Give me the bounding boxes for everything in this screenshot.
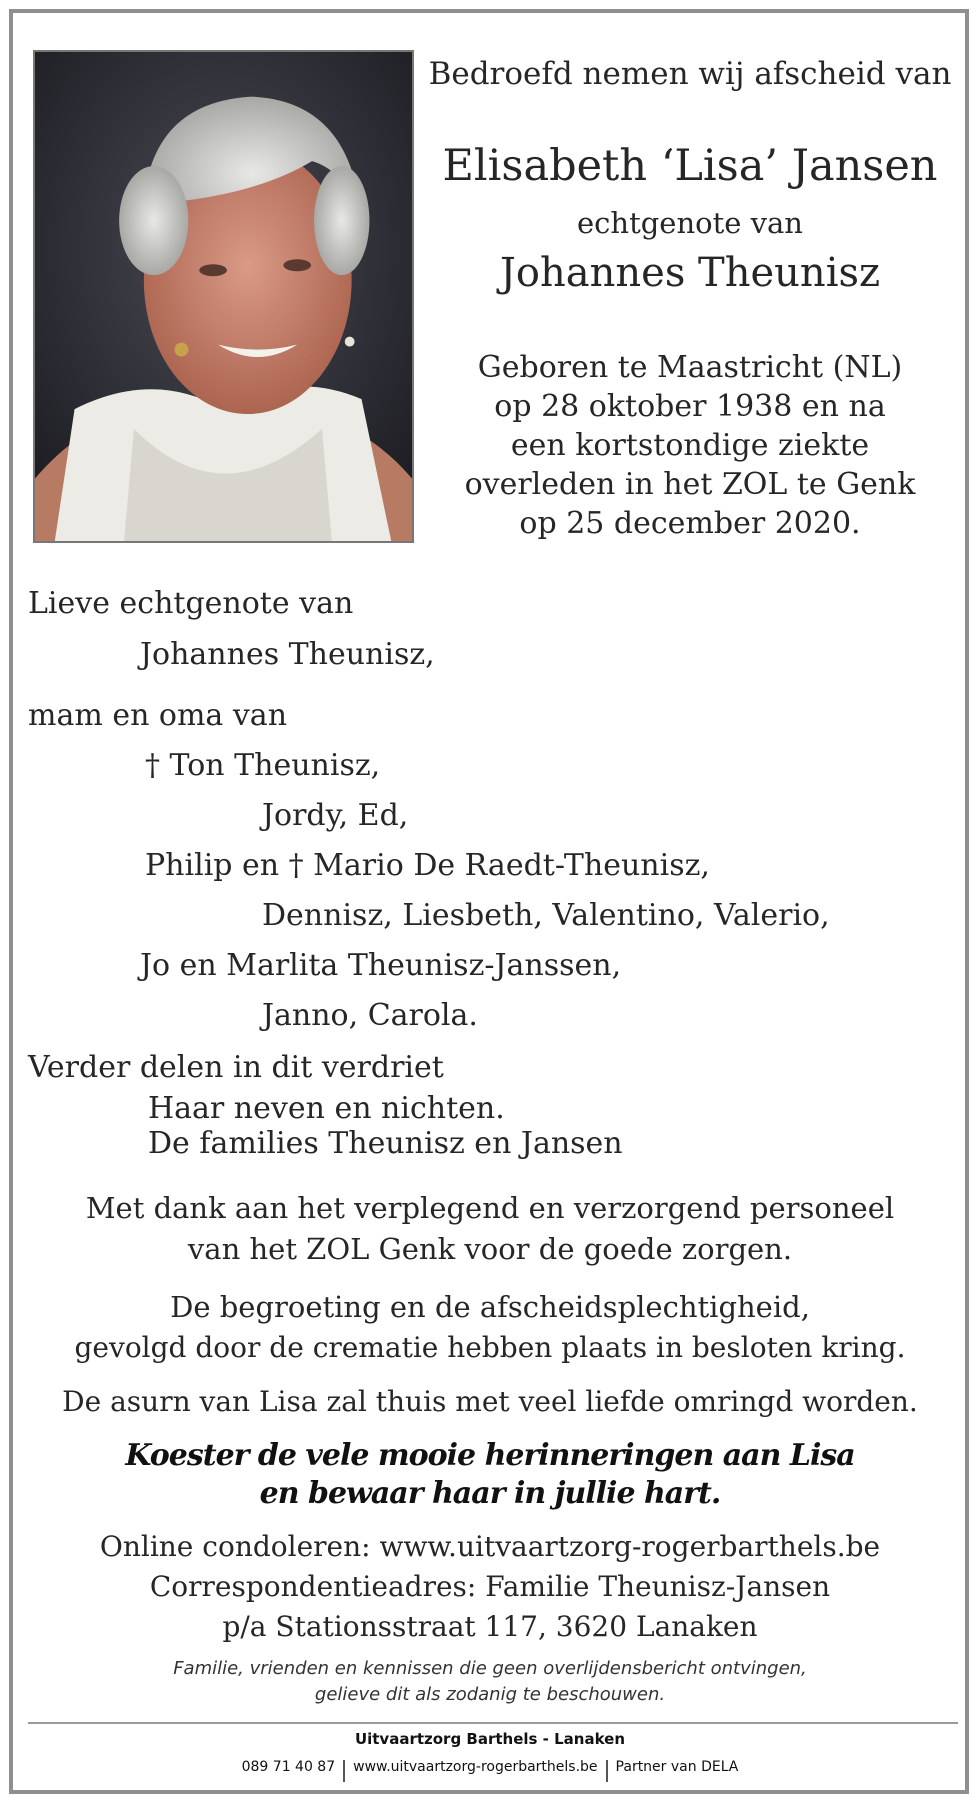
footer-separator <box>343 1760 345 1782</box>
urn-text: De asurn van Lisa zal thuis met veel liefde omringd worden. <box>62 1385 918 1418</box>
further-line: De families Theunisz en Jansen <box>148 1126 623 1161</box>
birth-death-line: op 28 oktober 1938 en na <box>494 389 886 424</box>
family-line: Philip en † Mario De Raedt-Theunisz, <box>145 848 710 883</box>
children-intro: mam en oma van <box>28 698 288 733</box>
footer-partner: Partner van DELA <box>615 1759 739 1775</box>
family-line: Jo en Marlita Theunisz-Janssen, <box>140 948 622 983</box>
footer-separator <box>606 1760 608 1782</box>
birth-death-line: een kortstondige ziekte <box>510 428 870 463</box>
ceremony-line: gevolgd door de crematie hebben plaats in besloten kring. <box>74 1331 906 1364</box>
family-line: Jordy, Ed, <box>262 798 409 833</box>
further-intro: Verder delen in dit verdriet <box>28 1050 444 1085</box>
cherish-line: en bewaar haar in jullie hart. <box>259 1476 721 1511</box>
spouse-label: echtgenote van <box>577 206 803 240</box>
intro-text: Bedroefd nemen wij afscheid van <box>428 56 952 92</box>
footer-divider <box>28 1722 958 1724</box>
birth-death-line: Geboren te Maastricht (NL) <box>477 350 903 385</box>
portrait-photo <box>33 50 414 543</box>
family-line: † Ton Theunisz, <box>145 748 381 783</box>
notice-line: Familie, vrienden en kennissen die geen overlijdensbericht ontvingen, <box>173 1658 807 1679</box>
spouse-name: Johannes Theunisz <box>499 250 881 296</box>
online-condolences: Online condoleren: www.uitvaartzorg-rogerbarthels.be <box>99 1530 881 1563</box>
cherish-line: Koester de vele mooie herinneringen aan Lisa <box>125 1438 855 1473</box>
footer-website[interactable]: www.uitvaartzorg-rogerbarthels.be <box>353 1759 598 1775</box>
further-line: Haar neven en nichten. <box>148 1091 505 1126</box>
birth-death-line: op 25 december 2020. <box>519 506 861 541</box>
spouse-entry: Johannes Theunisz, <box>140 637 435 672</box>
footer-phone: 089 71 40 87 <box>241 1759 336 1775</box>
deceased-name: Elisabeth ‘Lisa’ Jansen <box>442 141 938 191</box>
ceremony-line: De begroeting en de afscheidsplechtigheid, <box>170 1290 810 1324</box>
footer-contact-row <box>0 1756 980 1778</box>
family-line: Dennisz, Liesbeth, Valentino, Valerio, <box>262 898 830 933</box>
spouse-intro: Lieve echtgenote van <box>28 586 354 621</box>
thanks-line: Met dank aan het verplegend en verzorgend personeel <box>85 1191 895 1225</box>
thanks-line: van het ZOL Genk voor de goede zorgen. <box>187 1232 793 1266</box>
family-line: Janno, Carola. <box>262 998 478 1033</box>
correspondence-street: p/a Stationsstraat 117, 3620 Lanaken <box>222 1610 758 1643</box>
notice-line: gelieve dit als zodanig te beschouwen. <box>314 1684 666 1705</box>
funeral-home-name: Uitvaartzorg Barthels - Lanaken <box>354 1730 626 1748</box>
correspondence-address: Correspondentieadres: Familie Theunisz-Jansen <box>149 1570 831 1603</box>
birth-death-line: overleden in het ZOL te Genk <box>464 467 916 502</box>
